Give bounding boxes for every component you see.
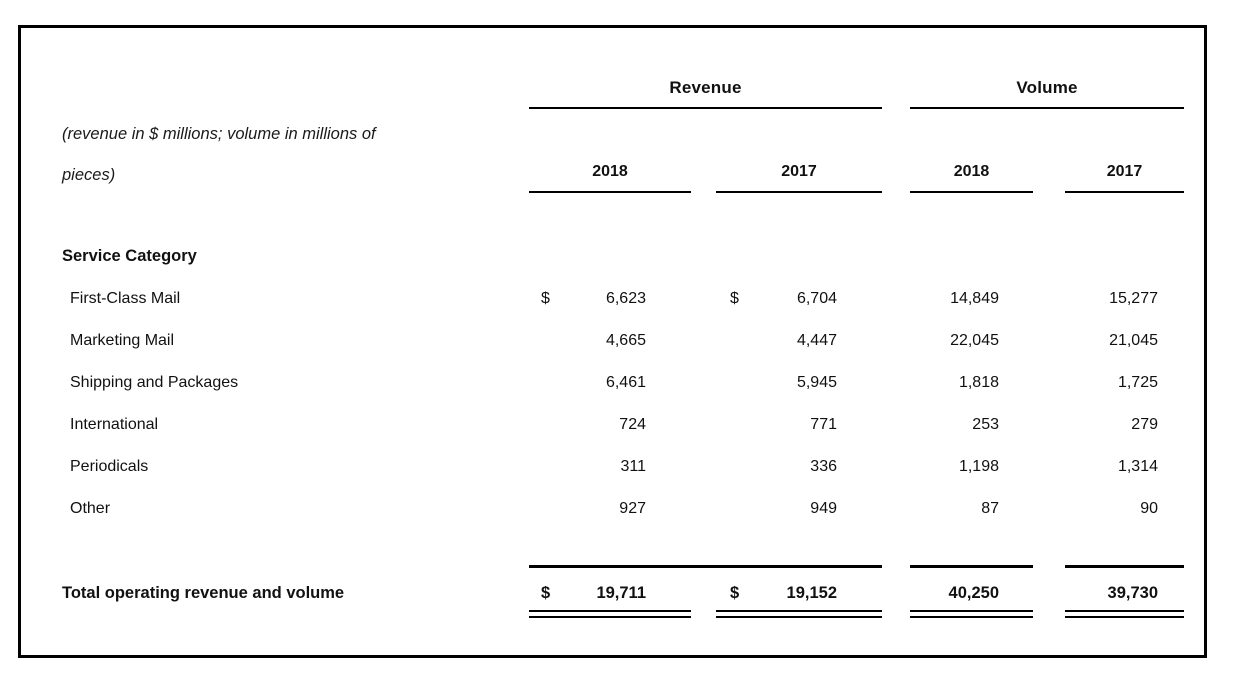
revenue-2017-cell [716, 500, 882, 518]
volume-2017-underline [1065, 191, 1184, 193]
volume-2017-value: 21,045 [1109, 332, 1158, 349]
total-revenue-2018-value: 19,711 [596, 584, 646, 602]
revenue-group-underline [529, 107, 882, 109]
table-row [0, 374, 1247, 396]
revenue-group-header: Revenue [669, 78, 742, 97]
total-double-rule-revenue-2017 [716, 610, 882, 618]
row-label: First-Class Mail [70, 290, 181, 307]
revenue-2017-value: 5,945 [796, 374, 837, 391]
volume-2017-value: 1,725 [1117, 374, 1158, 391]
revenue-2018-cell [529, 416, 691, 434]
row-label: Other [70, 500, 111, 517]
revenue-2018-cell [529, 500, 691, 518]
revenue-2018-value: 6,461 [605, 374, 646, 391]
table-row [0, 290, 1247, 312]
revenue-2017-cell [716, 416, 882, 434]
revenue-2017-header: 2017 [781, 163, 817, 180]
revenue-2017-value: 4,447 [796, 332, 837, 349]
volume-group-header: Volume [1016, 78, 1078, 97]
volume-2018-underline [910, 191, 1033, 193]
total-volume-2017-value: 39,730 [1107, 584, 1158, 602]
row-label: Shipping and Packages [70, 374, 239, 391]
revenue-2017-value: 6,704 [796, 290, 837, 307]
total-revenue-2017-cell [716, 584, 882, 603]
revenue-2017-cell [716, 332, 882, 350]
row-label: International [70, 416, 159, 433]
volume-2018-value: 87 [981, 500, 999, 517]
row-label: Marketing Mail [70, 332, 175, 349]
total-double-rule-revenue-2018 [529, 610, 691, 618]
total-row [0, 584, 1247, 606]
units-note-line1: (revenue in $ millions; volume in millions of [62, 125, 376, 143]
revenue-2017-cell [716, 374, 882, 392]
units-note-line2: pieces) [62, 166, 116, 184]
currency-symbol: $ [730, 290, 739, 307]
revenue-2018-cell [529, 290, 691, 308]
currency-symbol: $ [541, 584, 551, 602]
revenue-2018-header: 2018 [592, 163, 628, 180]
revenue-2018-value: 4,665 [605, 332, 646, 349]
volume-2018-value: 22,045 [950, 332, 999, 349]
currency-symbol: $ [730, 584, 740, 602]
volume-2017-value: 15,277 [1109, 290, 1158, 307]
volume-2017-value: 90 [1140, 500, 1158, 517]
revenue-2018-cell [529, 458, 691, 476]
volume-group-underline [910, 107, 1184, 109]
revenue-2018-value: 927 [619, 500, 646, 517]
row-label: Periodicals [70, 458, 149, 475]
volume-2018-value: 14,849 [950, 290, 999, 307]
revenue-2017-value: 336 [810, 458, 837, 475]
total-top-rule-revenue [529, 565, 882, 568]
volume-2017-value: 1,314 [1117, 458, 1158, 475]
revenue-2018-value: 311 [620, 458, 646, 475]
volume-2018-value: 253 [972, 416, 999, 433]
table-row [0, 416, 1247, 438]
total-revenue-2017-value: 19,152 [786, 584, 837, 602]
volume-2018-header: 2018 [953, 163, 990, 180]
revenue-2018-underline [529, 191, 691, 193]
revenue-2018-cell [529, 332, 691, 350]
revenue-2017-cell [716, 458, 882, 476]
table-row [0, 332, 1247, 354]
total-volume-2018-value: 40,250 [948, 584, 999, 602]
total-double-rule-volume-2017 [1065, 610, 1184, 618]
total-top-rule-volume-2018 [910, 565, 1033, 568]
total-row-label: Total operating revenue and volume [62, 584, 345, 602]
currency-symbol: $ [541, 290, 550, 307]
revenue-2018-value: 6,623 [605, 290, 646, 307]
revenue-2017-underline [716, 191, 882, 193]
volume-2018-value: 1,198 [958, 458, 999, 475]
volume-2017-value: 279 [1131, 416, 1158, 433]
total-double-rule-volume-2018 [910, 610, 1033, 618]
revenue-2017-value: 949 [810, 500, 837, 517]
table-row [0, 500, 1247, 522]
total-top-rule-volume-2017 [1065, 565, 1184, 568]
revenue-2018-value: 724 [619, 416, 646, 433]
section-heading: Service Category [62, 247, 197, 265]
volume-2017-header: 2017 [1106, 163, 1143, 180]
total-revenue-2018-cell [529, 584, 691, 603]
table-row [0, 458, 1247, 480]
revenue-2017-value: 771 [810, 416, 837, 433]
volume-2018-value: 1,818 [958, 374, 999, 391]
revenue-2018-cell [529, 374, 691, 392]
revenue-2017-cell [716, 290, 882, 308]
